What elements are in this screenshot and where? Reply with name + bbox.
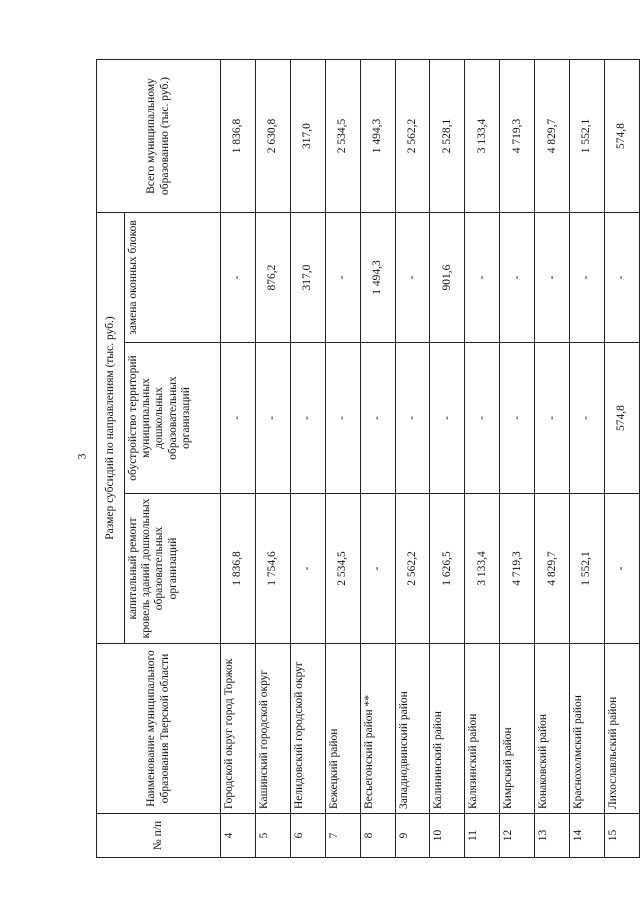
cell-name: Нелидовский городской округ [290,644,325,814]
header-total: Всего муниципальному образованию (тыс. руб.) [97,60,221,213]
table-row [604,60,639,858]
cell-no: 12 [500,814,535,858]
cell-territory: - [325,343,360,494]
cell-name: Кимрский район [500,644,535,814]
cell-windows: - [604,213,639,343]
cell-total: 2 528,1 [430,60,465,213]
cell-total: 1 494,3 [360,60,395,213]
cell-territory: - [290,343,325,494]
table-row [325,60,360,858]
table-row [221,60,256,858]
cell-territory: - [535,343,570,494]
cell-no: 15 [604,814,639,858]
cell-roof: - [604,494,639,644]
header-roof: капитальный ремонт кровель зданий дошкольных образовательных организаций [125,494,221,644]
table-row [360,60,395,858]
cell-no: 4 [221,814,256,858]
cell-no: 11 [465,814,500,858]
cell-total: 574,8 [604,60,639,213]
cell-total: 1 552,1 [570,60,605,213]
cell-windows: - [465,213,500,343]
table-row [535,60,570,858]
table-row [570,60,605,858]
cell-windows: 317,0 [290,213,325,343]
cell-no: 14 [570,814,605,858]
cell-no: 8 [360,814,395,858]
cell-territory: 574,8 [604,343,639,494]
cell-roof: 1 626,5 [430,494,465,644]
cell-total: 317,0 [290,60,325,213]
cell-territory: - [221,343,256,494]
cell-windows: - [395,213,430,343]
cell-windows: 876,2 [255,213,290,343]
cell-total: 3 133,4 [465,60,500,213]
cell-roof: 4 719,3 [500,494,535,644]
cell-windows: 1 494,3 [360,213,395,343]
cell-windows: - [500,213,535,343]
cell-windows: - [221,213,256,343]
cell-territory: - [395,343,430,494]
cell-roof: 2 562,2 [395,494,430,644]
table-row [465,60,500,858]
table-row [290,60,325,858]
cell-no: 13 [535,814,570,858]
cell-territory: - [430,343,465,494]
cell-total: 4 719,3 [500,60,535,213]
header-territory: обустройство территорий муниципальных дошкольных образовательных организаций [125,343,221,494]
cell-total: 2 630,8 [255,60,290,213]
cell-territory: - [255,343,290,494]
cell-roof: 2 534,5 [325,494,360,644]
subsidy-table [96,59,640,858]
cell-name: Краснохолмский район [570,644,605,814]
cell-roof: 4 829,7 [535,494,570,644]
table-body [221,60,640,858]
cell-no: 5 [255,814,290,858]
header-windows: замена оконных блоков [125,213,221,343]
cell-total: 1 836,8 [221,60,256,213]
cell-roof: - [360,494,395,644]
table-row [255,60,290,858]
header-no: № п/п [97,814,221,858]
cell-name: Бежецкий район [325,644,360,814]
table-row [395,60,430,858]
cell-name: Городской округ город Торжок [221,644,256,814]
cell-name: Западнодвинский район [395,644,430,814]
cell-name: Весьегонский район ** [360,644,395,814]
page-number: 3 [74,453,89,460]
header-name: Наименование муниципального образования Тверской области [97,644,221,814]
cell-roof: 1 552,1 [570,494,605,644]
cell-roof: 1 836,8 [221,494,256,644]
cell-name: Калязинский район [465,644,500,814]
cell-roof: - [290,494,325,644]
cell-territory: - [500,343,535,494]
cell-total: 2 534,5 [325,60,360,213]
table-row [500,60,535,858]
cell-no: 6 [290,814,325,858]
cell-name: Лихославльский район [604,644,639,814]
cell-territory: - [570,343,605,494]
cell-no: 7 [325,814,360,858]
cell-windows: - [535,213,570,343]
cell-no: 9 [395,814,430,858]
cell-territory: - [360,343,395,494]
table-row [430,60,465,858]
cell-name: Калининский район [430,644,465,814]
cell-name: Конаковский район [535,644,570,814]
cell-total: 2 562,2 [395,60,430,213]
cell-windows: 901,6 [430,213,465,343]
cell-name: Кашинский городской округ [255,644,290,814]
cell-no: 10 [430,814,465,858]
cell-roof: 1 754,6 [255,494,290,644]
cell-roof: 3 133,4 [465,494,500,644]
cell-windows: - [570,213,605,343]
cell-territory: - [465,343,500,494]
header-subsidy-group: Размер субсидий по направлениям (тыс. руб.) [97,213,125,644]
cell-windows: - [325,213,360,343]
cell-total: 4 829,7 [535,60,570,213]
rotated-table-container [96,60,640,858]
